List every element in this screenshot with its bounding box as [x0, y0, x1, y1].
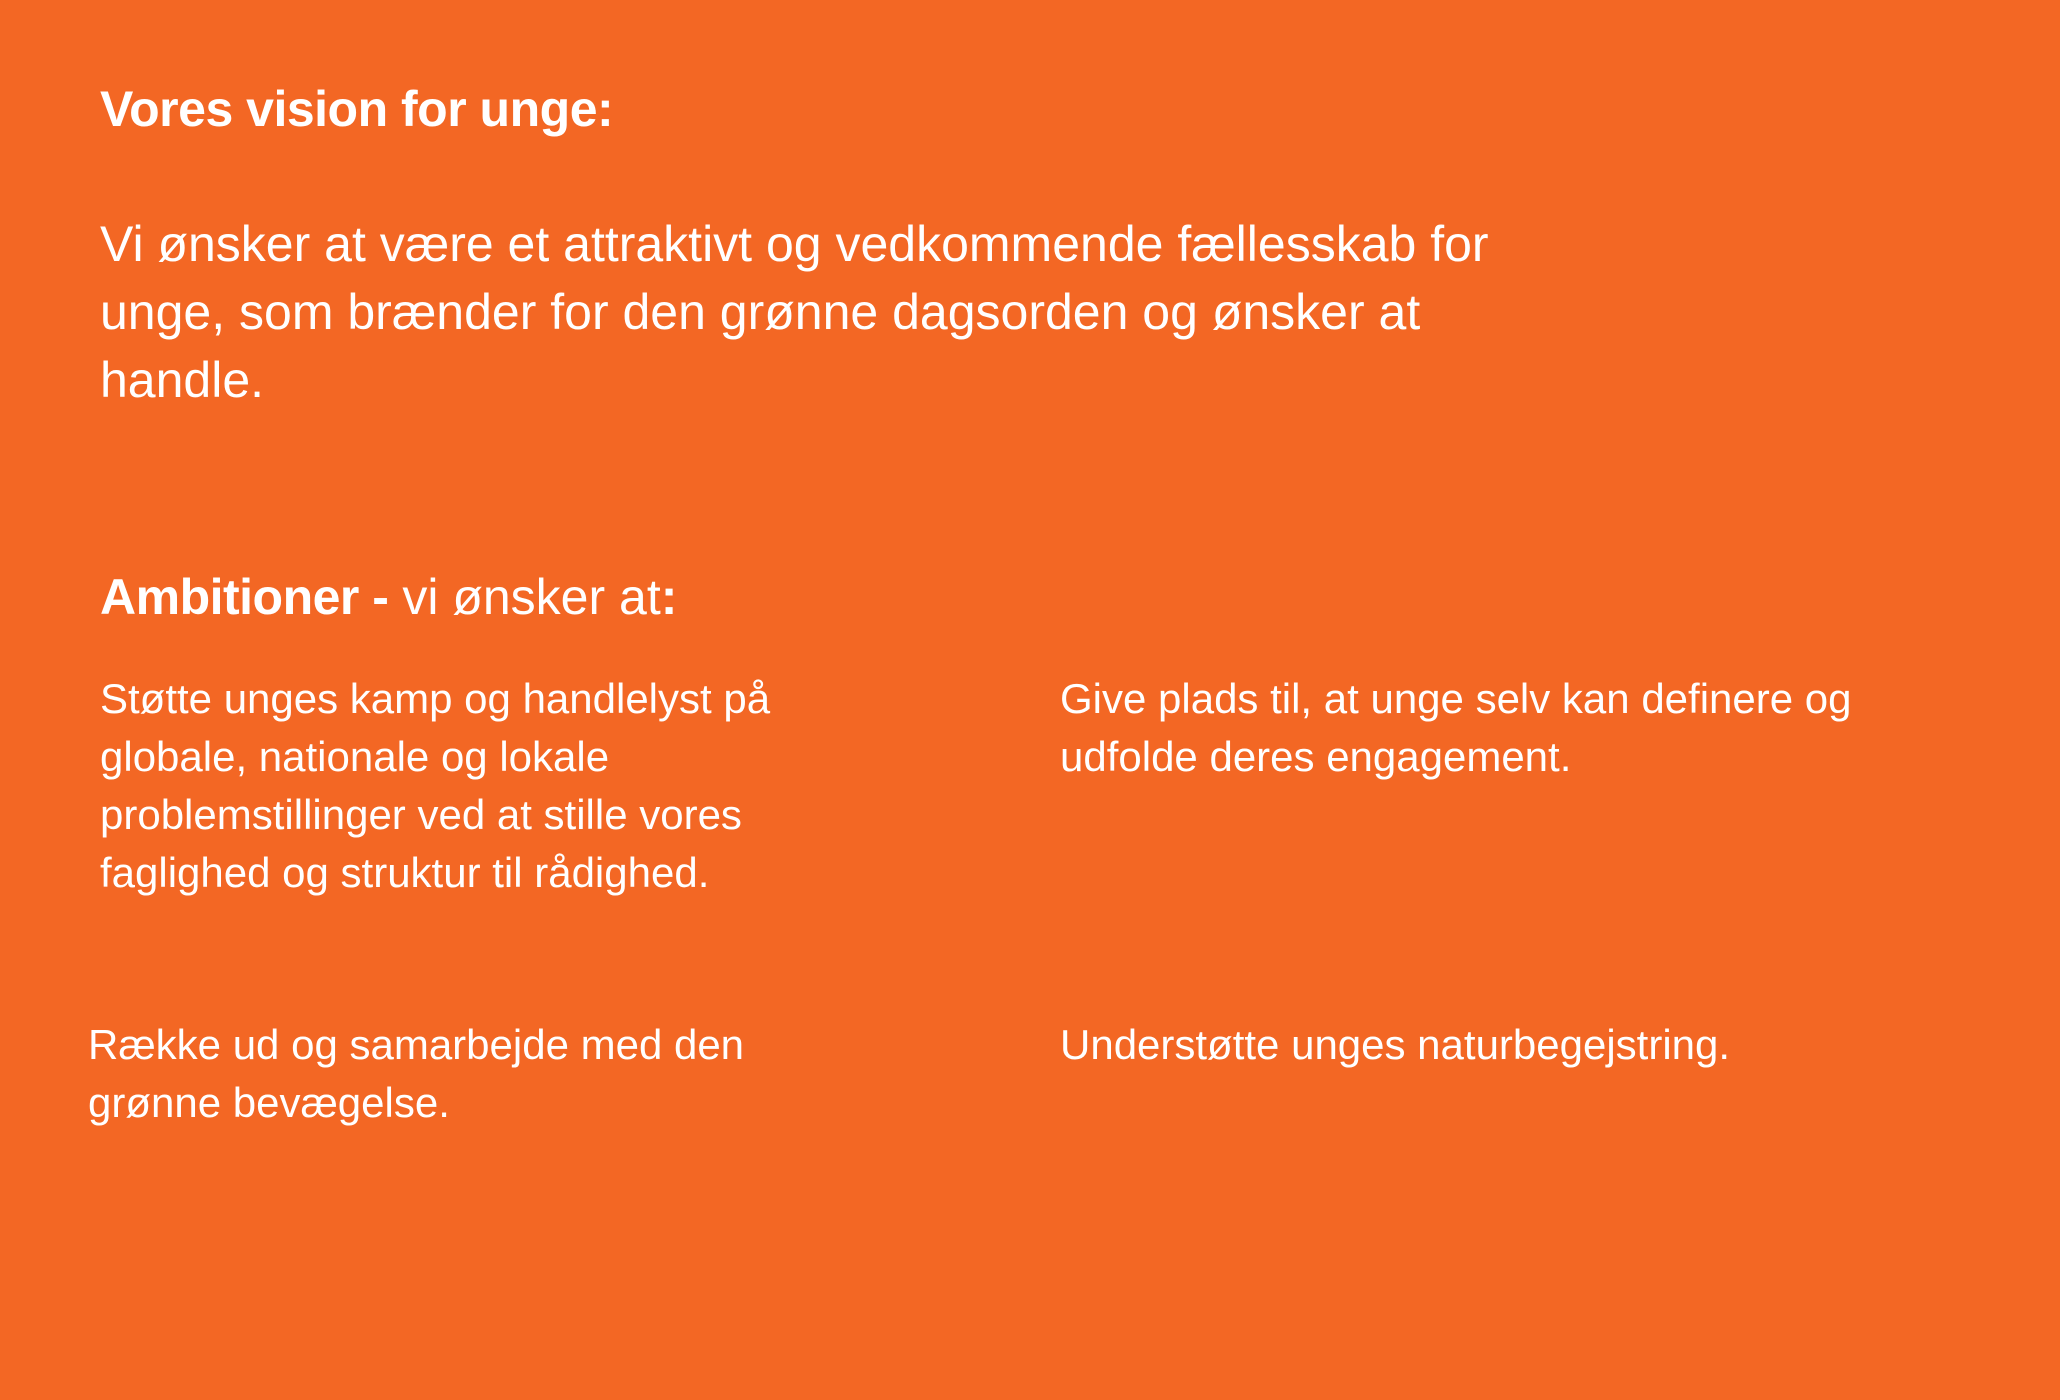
- ambitions-heading: [100, 562, 677, 632]
- vision-text-line: handle.: [100, 352, 265, 408]
- ambitions-heading-colon: :: [660, 569, 677, 625]
- ambition-line: globale, nationale og lokale: [100, 733, 610, 780]
- vision-text-line: unge, som brænder for den grønne dagsorden og ønsker at: [100, 284, 1421, 340]
- ambition-item-support: [100, 670, 770, 902]
- ambition-line: Give plads til, at unge selv kan definere og: [1060, 675, 1852, 722]
- vision-heading: Vores vision for unge:: [100, 81, 614, 137]
- ambitions-heading-bold: Ambitioner -: [100, 569, 389, 625]
- ambition-line: Række ud og samarbejde med den: [88, 1021, 745, 1068]
- vision-text-line: Vi ønsker at være et attraktivt og vedkommende fællesskab for: [100, 216, 1489, 272]
- ambition-line: grønne bevægelse.: [88, 1079, 450, 1126]
- ambition-line: problemstillinger ved at stille vores: [100, 791, 742, 838]
- ambition-line: Støtte unges kamp og handlelyst på: [100, 675, 771, 722]
- vision-text: [100, 210, 1720, 414]
- ambition-item-nature: [1060, 1016, 1730, 1074]
- ambition-line: faglighed og struktur til rådighed.: [100, 849, 710, 896]
- ambitions-heading-regular: vi ønsker at: [388, 569, 661, 625]
- ambition-item-give-space: [1060, 670, 1851, 786]
- ambition-line: Understøtte unges naturbegejstring.: [1060, 1021, 1731, 1068]
- ambition-line: udfolde deres engagement.: [1060, 733, 1572, 780]
- ambition-item-reach-out: [88, 1016, 744, 1132]
